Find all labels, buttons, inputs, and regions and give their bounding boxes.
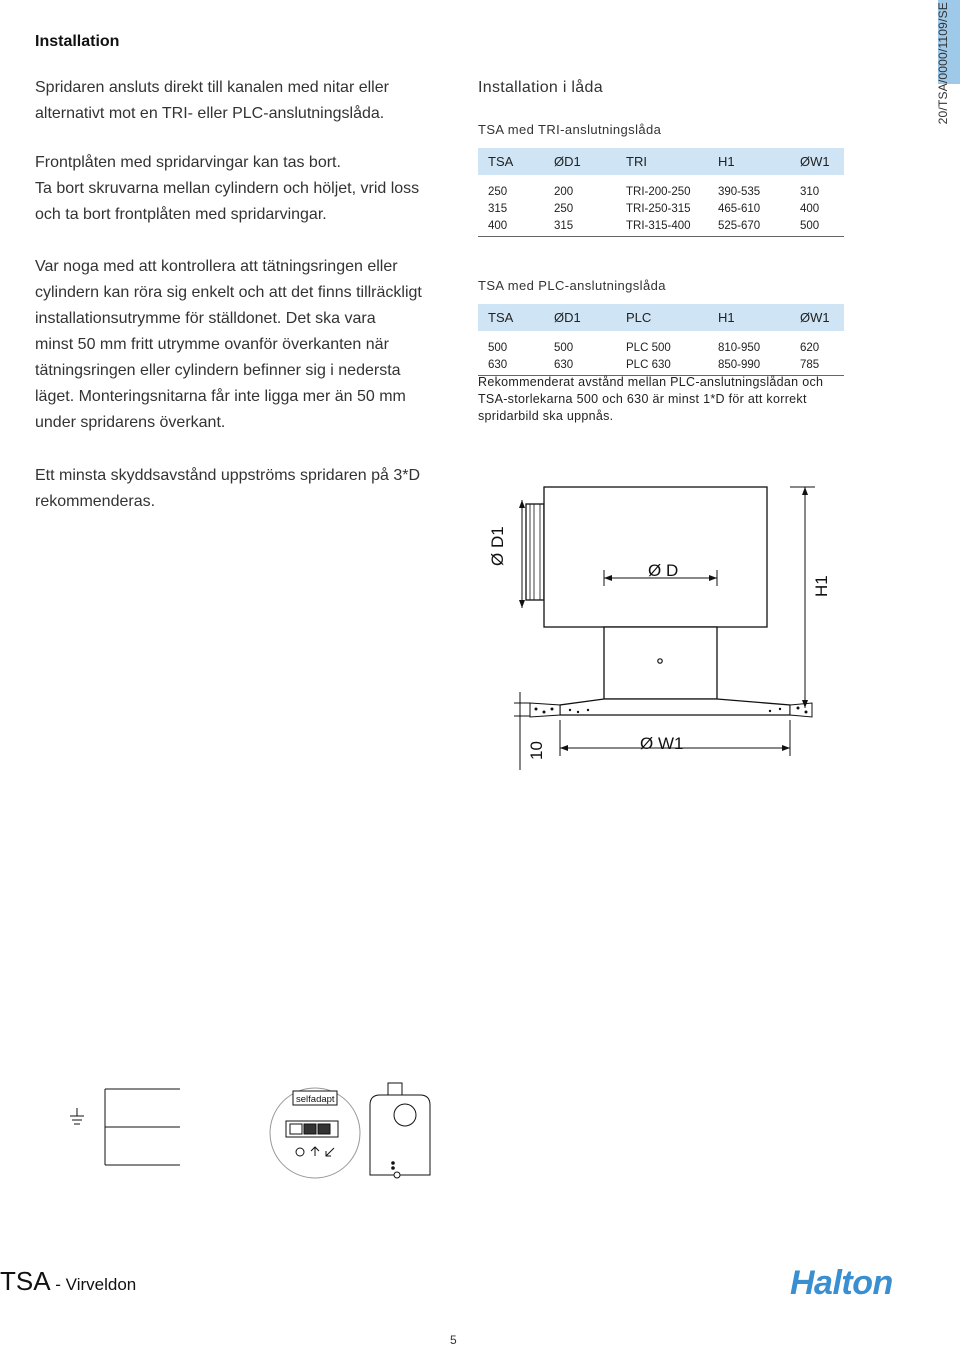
table-cell: 315 xyxy=(544,217,616,237)
table-row xyxy=(478,175,844,200)
column-header: ØD1 xyxy=(544,304,616,331)
text-line: Rekommenderat avstånd mellan PLC-anslutningslådan och xyxy=(478,375,824,389)
paragraph-frontplate xyxy=(35,150,419,228)
label-w1: Ø W1 xyxy=(640,734,684,753)
paragraph-sealing xyxy=(35,254,422,436)
section-title: Installation i låda xyxy=(478,79,603,96)
product-name: TSA xyxy=(0,1266,51,1296)
mounting-bracket xyxy=(530,703,560,717)
actuator-illustration xyxy=(60,1075,440,1185)
selfadapt-label: selfadapt xyxy=(296,1094,335,1105)
plc-table-caption: TSA med PLC-anslutningslåda xyxy=(478,278,666,293)
screw-icon xyxy=(658,659,662,663)
label-d: Ø D xyxy=(648,561,679,580)
plc-note xyxy=(478,374,858,425)
arrow-icon xyxy=(560,745,568,751)
label-d1: Ø D1 xyxy=(488,526,507,566)
table-cell: 400 xyxy=(800,202,820,215)
table-cell: PLC 500 xyxy=(626,341,671,354)
column-header: TRI xyxy=(616,148,708,175)
arrow-icon xyxy=(519,500,525,508)
table-row xyxy=(478,217,844,237)
product-title xyxy=(0,1266,136,1297)
text-line: alternativt mot en TRI- eller PLC-anslutningslåda. xyxy=(35,105,385,122)
wires xyxy=(105,1089,180,1165)
table-row xyxy=(478,200,844,217)
table-cell: 465-610 xyxy=(718,202,761,215)
text-line: under spridarens överkant. xyxy=(35,414,226,431)
plc-table xyxy=(478,304,844,376)
text-line: tätningsringen eller cylindern befinner sig i nedersta xyxy=(35,362,401,379)
halton-logo: Halton xyxy=(790,1264,893,1302)
table-cell: 500 xyxy=(488,341,508,354)
text-line: Ta bort skruvarna mellan cylindern och höljet, vrid loss xyxy=(35,180,420,197)
table-cell: TRI-200-250 xyxy=(626,185,691,198)
table-cell: TRI-250-315 xyxy=(626,202,691,215)
tri-table xyxy=(478,148,844,237)
text-line: rekommenderas. xyxy=(35,493,156,510)
actuator-icon xyxy=(370,1083,430,1178)
ground-icon xyxy=(70,1108,84,1124)
table-cell: 390-535 xyxy=(718,185,761,198)
table-row xyxy=(478,356,844,376)
text-line: TSA-storlekarna 500 och 630 är minst 1*D för att korrekt xyxy=(478,392,807,406)
table-cell: 500 xyxy=(554,341,574,354)
face-plate xyxy=(560,699,790,715)
text-line: läget. Monteringsnitarna får inte ligga mer än 50 mm xyxy=(35,388,406,405)
table-cell: 620 xyxy=(800,341,820,354)
table-cell: 310 xyxy=(800,185,820,198)
column-header: TSA xyxy=(478,304,544,331)
page-number: 5 xyxy=(450,1333,457,1347)
label-10: 10 xyxy=(527,741,546,760)
mode-circle-icon xyxy=(296,1148,304,1156)
column-header: H1 xyxy=(708,304,790,331)
document-code: 20/TSA/0000/1109/SE xyxy=(936,2,950,125)
column-header: ØD1 xyxy=(544,148,616,175)
table-header-row xyxy=(478,148,844,175)
column-header: H1 xyxy=(708,148,790,175)
table-cell: 315 xyxy=(488,202,508,215)
table-cell: 250 xyxy=(554,202,574,215)
table-cell: 500 xyxy=(790,217,844,237)
table-row xyxy=(478,331,844,356)
arrow-icon xyxy=(802,487,808,495)
spigot xyxy=(526,504,544,600)
label-h1: H1 xyxy=(812,575,831,597)
column-header: ØW1 xyxy=(790,148,844,175)
table-cell: 785 xyxy=(790,356,844,376)
text-line: cylindern kan röra sig enkelt och att det finns tillräckligt xyxy=(35,284,422,301)
text-line: Spridaren ansluts direkt till kanalen med nitar eller xyxy=(35,79,389,96)
table-cell: PLC 630 xyxy=(616,356,708,376)
product-subtitle: - Virveldon xyxy=(50,1275,137,1294)
text-line: spridarbild ska uppnås. xyxy=(478,409,614,423)
text-line: Frontplåten med spridarvingar kan tas bort. xyxy=(35,154,341,171)
paragraph-distance xyxy=(35,463,420,515)
arrow-icon xyxy=(519,600,525,608)
table-cell: TRI-315-400 xyxy=(616,217,708,237)
connection-box xyxy=(544,487,767,627)
text-line: minst 50 mm fritt utrymme ovanför överkanten när xyxy=(35,336,389,353)
column-header: TSA xyxy=(478,148,544,175)
arrow-icon xyxy=(782,745,790,751)
table-cell: 250 xyxy=(488,185,508,198)
text-line: och ta bort frontplåten med spridarvingar. xyxy=(35,206,327,223)
table-header-row xyxy=(478,304,844,331)
tri-table-caption: TSA med TRI-anslutningslåda xyxy=(478,122,662,137)
text-line: installationsutrymme för ställdonet. Det ska vara xyxy=(35,310,376,327)
table-cell: 400 xyxy=(478,217,544,237)
dip-switch-icon xyxy=(286,1121,338,1137)
column-header: PLC xyxy=(616,304,708,331)
table-cell: 200 xyxy=(554,185,574,198)
table-cell: 525-670 xyxy=(708,217,790,237)
table-cell: 810-950 xyxy=(718,341,761,354)
text-line: Ett minsta skyddsavstånd uppströms spridaren på 3*D xyxy=(35,467,421,484)
text-line: Var noga med att kontrollera att tätningsringen eller xyxy=(35,258,398,275)
table-cell: 850-990 xyxy=(708,356,790,376)
section-heading: Installation xyxy=(35,33,120,50)
mounting-bracket xyxy=(790,703,812,717)
table-cell: 630 xyxy=(544,356,616,376)
table-cell: 630 xyxy=(478,356,544,376)
column-header: ØW1 xyxy=(790,304,844,331)
dimension-drawing xyxy=(488,480,840,780)
paragraph-mounting xyxy=(35,75,389,127)
